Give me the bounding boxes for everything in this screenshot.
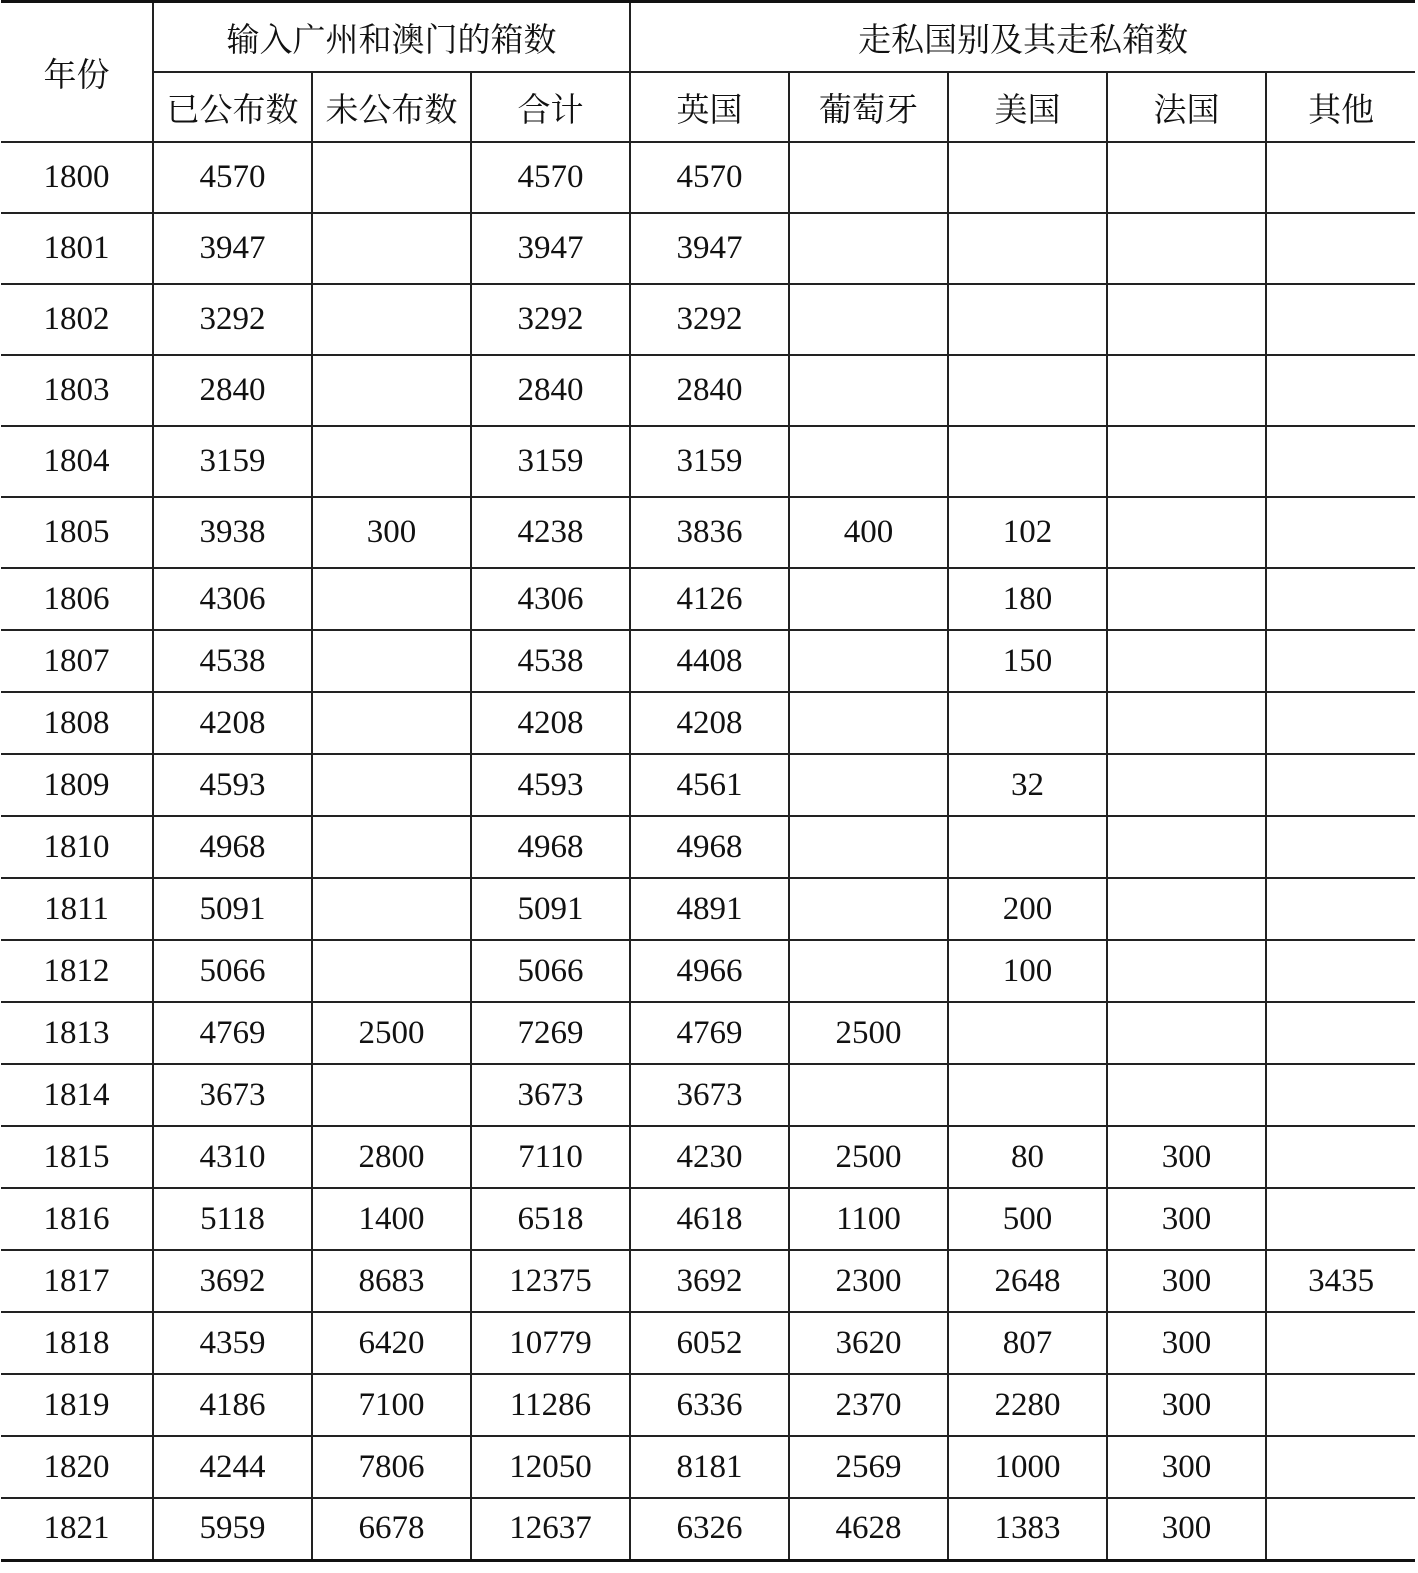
cell-portugal: 2500 xyxy=(789,1002,948,1064)
cell-usa xyxy=(948,426,1107,497)
cell-unpublished: 1400 xyxy=(312,1188,471,1250)
header-group-import: 输入广州和澳门的箱数 xyxy=(153,2,630,73)
cell-total: 3292 xyxy=(471,284,630,355)
cell-france xyxy=(1107,213,1266,284)
cell-published: 3692 xyxy=(153,1250,312,1312)
cell-other xyxy=(1266,142,1415,213)
cell-year: 1814 xyxy=(1,1064,153,1126)
cell-year: 1811 xyxy=(1,878,153,940)
cell-total: 4238 xyxy=(471,497,630,568)
table-row xyxy=(1,1374,1415,1436)
cell-total: 6518 xyxy=(471,1188,630,1250)
cell-published: 4769 xyxy=(153,1002,312,1064)
cell-unpublished xyxy=(312,568,471,630)
cell-total: 4538 xyxy=(471,630,630,692)
cell-portugal xyxy=(789,142,948,213)
cell-usa: 2280 xyxy=(948,1374,1107,1436)
cell-total: 3673 xyxy=(471,1064,630,1126)
cell-other xyxy=(1266,1374,1415,1436)
cell-other xyxy=(1266,1498,1415,1560)
cell-unpublished: 2800 xyxy=(312,1126,471,1188)
cell-published: 4306 xyxy=(153,568,312,630)
cell-usa: 200 xyxy=(948,878,1107,940)
table-row xyxy=(1,213,1415,284)
header-unpublished: 未公布数 xyxy=(312,72,471,142)
cell-usa: 180 xyxy=(948,568,1107,630)
cell-portugal xyxy=(789,568,948,630)
cell-france xyxy=(1107,1064,1266,1126)
cell-year: 1815 xyxy=(1,1126,153,1188)
cell-year: 1810 xyxy=(1,816,153,878)
cell-published: 4208 xyxy=(153,692,312,754)
cell-usa xyxy=(948,692,1107,754)
cell-other xyxy=(1266,754,1415,816)
cell-unpublished xyxy=(312,142,471,213)
cell-unpublished: 2500 xyxy=(312,1002,471,1064)
cell-year: 1818 xyxy=(1,1312,153,1374)
table-row xyxy=(1,568,1415,630)
cell-france: 300 xyxy=(1107,1436,1266,1498)
cell-france xyxy=(1107,1002,1266,1064)
cell-portugal xyxy=(789,878,948,940)
cell-unpublished: 8683 xyxy=(312,1250,471,1312)
cell-britain: 8181 xyxy=(630,1436,789,1498)
cell-france: 300 xyxy=(1107,1374,1266,1436)
cell-published: 4593 xyxy=(153,754,312,816)
cell-britain: 4408 xyxy=(630,630,789,692)
cell-unpublished xyxy=(312,355,471,426)
cell-other xyxy=(1266,426,1415,497)
cell-other xyxy=(1266,1188,1415,1250)
cell-year: 1808 xyxy=(1,692,153,754)
header-portugal: 葡萄牙 xyxy=(789,72,948,142)
cell-portugal xyxy=(789,692,948,754)
cell-published: 3947 xyxy=(153,213,312,284)
cell-britain: 4618 xyxy=(630,1188,789,1250)
cell-other xyxy=(1266,1126,1415,1188)
cell-portugal xyxy=(789,1064,948,1126)
cell-unpublished xyxy=(312,1064,471,1126)
table-row xyxy=(1,1498,1415,1560)
header-france: 法国 xyxy=(1107,72,1266,142)
cell-total: 10779 xyxy=(471,1312,630,1374)
table-row xyxy=(1,692,1415,754)
cell-published: 3673 xyxy=(153,1064,312,1126)
cell-usa: 1000 xyxy=(948,1436,1107,1498)
cell-published: 3292 xyxy=(153,284,312,355)
cell-total: 5091 xyxy=(471,878,630,940)
cell-britain: 3947 xyxy=(630,213,789,284)
cell-other xyxy=(1266,497,1415,568)
cell-year: 1809 xyxy=(1,754,153,816)
cell-portugal xyxy=(789,284,948,355)
cell-portugal: 3620 xyxy=(789,1312,948,1374)
cell-year: 1801 xyxy=(1,213,153,284)
cell-france xyxy=(1107,426,1266,497)
cell-other xyxy=(1266,568,1415,630)
cell-published: 4310 xyxy=(153,1126,312,1188)
cell-usa: 150 xyxy=(948,630,1107,692)
cell-total: 11286 xyxy=(471,1374,630,1436)
table-row xyxy=(1,878,1415,940)
cell-portugal xyxy=(789,426,948,497)
cell-britain: 4561 xyxy=(630,754,789,816)
cell-total: 7269 xyxy=(471,1002,630,1064)
cell-year: 1804 xyxy=(1,426,153,497)
cell-total: 12637 xyxy=(471,1498,630,1560)
cell-portugal xyxy=(789,630,948,692)
cell-year: 1817 xyxy=(1,1250,153,1312)
cell-britain: 6052 xyxy=(630,1312,789,1374)
cell-unpublished xyxy=(312,213,471,284)
cell-france xyxy=(1107,878,1266,940)
cell-france xyxy=(1107,568,1266,630)
header-year: 年份 xyxy=(1,2,153,143)
cell-britain: 4966 xyxy=(630,940,789,1002)
cell-portugal: 400 xyxy=(789,497,948,568)
cell-other xyxy=(1266,1064,1415,1126)
table-row xyxy=(1,816,1415,878)
cell-published: 5959 xyxy=(153,1498,312,1560)
cell-other xyxy=(1266,630,1415,692)
cell-usa: 102 xyxy=(948,497,1107,568)
cell-total: 2840 xyxy=(471,355,630,426)
cell-total: 3159 xyxy=(471,426,630,497)
cell-britain: 4570 xyxy=(630,142,789,213)
cell-unpublished: 6678 xyxy=(312,1498,471,1560)
cell-total: 4968 xyxy=(471,816,630,878)
cell-unpublished xyxy=(312,426,471,497)
cell-total: 4570 xyxy=(471,142,630,213)
cell-portugal: 2500 xyxy=(789,1126,948,1188)
cell-france xyxy=(1107,816,1266,878)
cell-unpublished: 7100 xyxy=(312,1374,471,1436)
cell-other xyxy=(1266,355,1415,426)
cell-year: 1806 xyxy=(1,568,153,630)
header-row-1 xyxy=(1,2,1415,73)
table-row xyxy=(1,142,1415,213)
cell-france: 300 xyxy=(1107,1126,1266,1188)
table-row xyxy=(1,1126,1415,1188)
cell-britain: 3673 xyxy=(630,1064,789,1126)
table-row xyxy=(1,1064,1415,1126)
cell-year: 1803 xyxy=(1,355,153,426)
cell-britain: 3692 xyxy=(630,1250,789,1312)
cell-france xyxy=(1107,284,1266,355)
cell-published: 4570 xyxy=(153,142,312,213)
cell-other xyxy=(1266,1436,1415,1498)
cell-published: 4186 xyxy=(153,1374,312,1436)
table-row xyxy=(1,1188,1415,1250)
header-britain: 英国 xyxy=(630,72,789,142)
cell-year: 1816 xyxy=(1,1188,153,1250)
cell-britain: 6326 xyxy=(630,1498,789,1560)
cell-usa xyxy=(948,355,1107,426)
cell-britain: 3836 xyxy=(630,497,789,568)
header-other: 其他 xyxy=(1266,72,1415,142)
cell-portugal: 2569 xyxy=(789,1436,948,1498)
cell-france xyxy=(1107,754,1266,816)
cell-total: 7110 xyxy=(471,1126,630,1188)
cell-britain: 4230 xyxy=(630,1126,789,1188)
table-row xyxy=(1,630,1415,692)
cell-unpublished xyxy=(312,630,471,692)
cell-portugal xyxy=(789,816,948,878)
cell-portugal xyxy=(789,940,948,1002)
cell-published: 4244 xyxy=(153,1436,312,1498)
cell-france xyxy=(1107,940,1266,1002)
cell-year: 1802 xyxy=(1,284,153,355)
cell-britain: 4769 xyxy=(630,1002,789,1064)
cell-portugal: 2370 xyxy=(789,1374,948,1436)
cell-total: 4593 xyxy=(471,754,630,816)
cell-britain: 3292 xyxy=(630,284,789,355)
cell-other xyxy=(1266,816,1415,878)
cell-other xyxy=(1266,213,1415,284)
cell-france: 300 xyxy=(1107,1312,1266,1374)
table-row xyxy=(1,284,1415,355)
cell-portugal: 4628 xyxy=(789,1498,948,1560)
header-group-smuggle: 走私国别及其走私箱数 xyxy=(630,2,1415,73)
cell-other: 3435 xyxy=(1266,1250,1415,1312)
cell-year: 1807 xyxy=(1,630,153,692)
cell-published: 5118 xyxy=(153,1188,312,1250)
table-row xyxy=(1,754,1415,816)
cell-france xyxy=(1107,497,1266,568)
table-row xyxy=(1,1002,1415,1064)
cell-year: 1813 xyxy=(1,1002,153,1064)
cell-year: 1819 xyxy=(1,1374,153,1436)
table-row xyxy=(1,426,1415,497)
cell-total: 4208 xyxy=(471,692,630,754)
cell-britain: 3159 xyxy=(630,426,789,497)
cell-other xyxy=(1266,878,1415,940)
cell-britain: 4208 xyxy=(630,692,789,754)
cell-published: 5091 xyxy=(153,878,312,940)
cell-unpublished: 7806 xyxy=(312,1436,471,1498)
cell-britain: 4126 xyxy=(630,568,789,630)
cell-published: 4538 xyxy=(153,630,312,692)
cell-portugal xyxy=(789,213,948,284)
cell-year: 1821 xyxy=(1,1498,153,1560)
cell-usa: 2648 xyxy=(948,1250,1107,1312)
cell-total: 12375 xyxy=(471,1250,630,1312)
cell-usa xyxy=(948,213,1107,284)
cell-other xyxy=(1266,1002,1415,1064)
cell-usa xyxy=(948,816,1107,878)
header-total: 合计 xyxy=(471,72,630,142)
cell-france xyxy=(1107,142,1266,213)
header-published: 已公布数 xyxy=(153,72,312,142)
cell-portugal xyxy=(789,754,948,816)
cell-britain: 4891 xyxy=(630,878,789,940)
cell-portugal: 1100 xyxy=(789,1188,948,1250)
cell-usa: 100 xyxy=(948,940,1107,1002)
table-row xyxy=(1,1312,1415,1374)
cell-other xyxy=(1266,284,1415,355)
cell-published: 3938 xyxy=(153,497,312,568)
cell-published: 4359 xyxy=(153,1312,312,1374)
cell-total: 3947 xyxy=(471,213,630,284)
cell-unpublished xyxy=(312,878,471,940)
cell-year: 1812 xyxy=(1,940,153,1002)
table-row xyxy=(1,940,1415,1002)
cell-other xyxy=(1266,692,1415,754)
cell-unpublished: 6420 xyxy=(312,1312,471,1374)
cell-france: 300 xyxy=(1107,1188,1266,1250)
cell-france xyxy=(1107,355,1266,426)
cell-usa: 1383 xyxy=(948,1498,1107,1560)
cell-france: 300 xyxy=(1107,1498,1266,1560)
cell-usa xyxy=(948,1002,1107,1064)
cell-britain: 6336 xyxy=(630,1374,789,1436)
opium-import-table xyxy=(1,0,1415,1562)
cell-portugal xyxy=(789,355,948,426)
cell-unpublished xyxy=(312,692,471,754)
cell-year: 1820 xyxy=(1,1436,153,1498)
table-row xyxy=(1,355,1415,426)
table-row xyxy=(1,1436,1415,1498)
cell-usa xyxy=(948,284,1107,355)
header-row-2 xyxy=(1,72,1415,142)
cell-portugal: 2300 xyxy=(789,1250,948,1312)
cell-unpublished xyxy=(312,284,471,355)
cell-total: 12050 xyxy=(471,1436,630,1498)
table-row xyxy=(1,1250,1415,1312)
cell-britain: 4968 xyxy=(630,816,789,878)
cell-usa: 80 xyxy=(948,1126,1107,1188)
cell-other xyxy=(1266,940,1415,1002)
cell-france xyxy=(1107,630,1266,692)
cell-britain: 2840 xyxy=(630,355,789,426)
cell-total: 4306 xyxy=(471,568,630,630)
cell-year: 1800 xyxy=(1,142,153,213)
cell-france: 300 xyxy=(1107,1250,1266,1312)
cell-other xyxy=(1266,1312,1415,1374)
cell-year: 1805 xyxy=(1,497,153,568)
table-body xyxy=(1,142,1415,1560)
cell-unpublished xyxy=(312,816,471,878)
table-row xyxy=(1,497,1415,568)
cell-usa: 32 xyxy=(948,754,1107,816)
cell-published: 2840 xyxy=(153,355,312,426)
cell-france xyxy=(1107,692,1266,754)
cell-usa: 807 xyxy=(948,1312,1107,1374)
cell-published: 5066 xyxy=(153,940,312,1002)
cell-published: 4968 xyxy=(153,816,312,878)
cell-unpublished xyxy=(312,754,471,816)
cell-usa xyxy=(948,1064,1107,1126)
cell-total: 5066 xyxy=(471,940,630,1002)
cell-unpublished: 300 xyxy=(312,497,471,568)
header-usa: 美国 xyxy=(948,72,1107,142)
cell-published: 3159 xyxy=(153,426,312,497)
cell-unpublished xyxy=(312,940,471,1002)
cell-usa: 500 xyxy=(948,1188,1107,1250)
cell-usa xyxy=(948,142,1107,213)
